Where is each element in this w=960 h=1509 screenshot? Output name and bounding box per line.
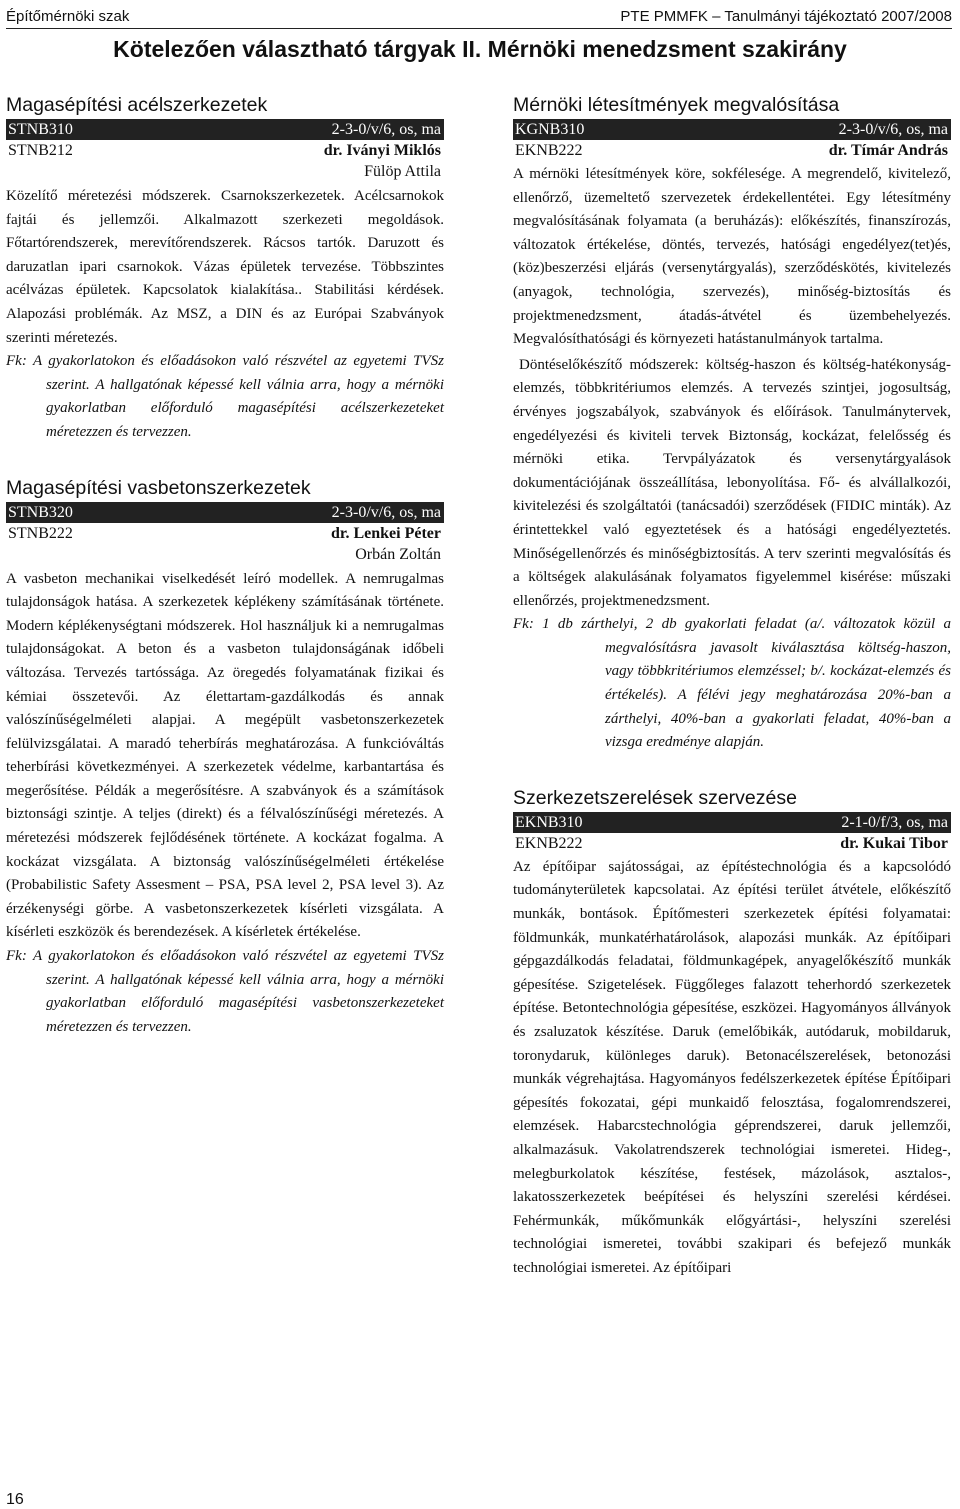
course-requirements: Fk: A gyakorlatokon és előadásokon való részvétel az egyetemi TVSz szerint. A hallgatónak képessé kell válnia arra, hogy a mérnöki gyakorlatban előforduló magasépítési vasbetonszerkezeteket méretezzen és tervezzen. [6,948,444,1035]
course-description-2: Döntéselőkészítő módszerek: költség-haszon és költség-hatékonyság-elemzés, többkritériumos elemzés. A tervezés szintjei, jogosultság, érvényes jogszabályok, szabványok és előírások. Tanulmánytervek, engedélyezési és kiviteli tervek Biztonság, kockázat, felelősség és mérnöki etika. Tervpályázatok és versenytárgyalások dokumentációjának összeállítása, lebonyolítása. Fő- és alvállalkozói, kivitelezési és szolgáltatói (tanácsadói) szerződések (FIDIC minták). Az érintettekkel való egyeztetések és a hatósági engedélyeztetés. Minőségellenőrzés és minőségbiztosítás. A terv szerinti megvalósítás és a költségek alakulásának folyamatos figyelemmel kisérése: műszaki ellenőrzés, projektmenedzsment. [513,356,951,609]
course-teacher-2: Fülöp Attila [364,163,441,180]
course-description: Az építőipar sajátosságai, az építéstechnológia és a kapcsolódó tudományterületek kapcsolatai. Az építési terület átvétele, előkészítő munkák, bontások. Építőmesteri szerkezetek építési folyamatai: földmunkák, munkatérhatárolások, alapozási munkák. Az építőipari gépgazdálkodás feladatai, földmunkagépek, anyagelőkészítő munkák gépesítése. Szigetelések. Függőleges falazott teherhordó szerkezetek építése. Betontechnológia gépesítése, eszközei. Hagyományos állványok és zsaluzatok készítése. Daruk (emelőbikák, autódaruk, mobildaruk, toronydaruk, különleges daruk). Betonacélszerelések, betonozási munkák végrehajtása. Hagyományos fedélszerkezetek építése Építőipari gépesítés fokozatai, gépi munkaidő felosztása, fogalomrendszerei, elemzések. Habarcstechnológia géprendszerei, daruk jellemzői, alkalmazásuk. Vakolatrendszerek technológiai ismeretei. Hideg-, melegburkolatok készítése, festések, mázolások, asztalos-, lakatosszerkezetek beépítései és helyszíni szerelési kérdései. Fehérmunkák, műkőmunkák előgyártási-, helyszíni szerelési technológiai ismeretei, további szakipari és befejező munkák technológiai ismeretei. Az építőipari [513,858,951,1276]
course-vasbetonszerkezetek [6,475,444,1040]
course-code-bar [6,119,444,140]
course-code-bar [6,502,444,523]
course-code: EKNB310 [515,813,583,831]
course-description: Közelítő méretezési módszerek. Csarnokszerkezetek. Acélcsarnokok fajtái és jellemzői. Alkalmazott szerkezeti megoldások. Főtartórendszerek, merevítőrendszerek. Rácsos tartók. Daruzott és daruzatlan ipari csarnokok. Vázas épületek tervezése. Többszintes acélvázas épületek. Kapcsolatok kialakítása.. Stabilitási kérdések. Alapozási problémák. Az MSZ, a DIN és az Európai Szabványok szerinti méretezés. [6,188,444,346]
course-teacher: dr. Iványi Miklós [323,142,441,159]
course-code: STNB320 [8,503,73,521]
course-code: STNB310 [8,121,73,138]
course-credits: 2-1-0/f/3, os, ma [841,813,948,831]
course-prereq-row [6,523,444,544]
course-teacher: dr. Lenkei Péter [330,524,441,542]
course-prereq: EKNB222 [515,142,583,159]
course-requirements: Fk: 1 db zárthelyi, 2 db gyakorlati feladat (a/. változatok közül a megvalósításra javasolt kiválasztása költség-haszon, vagy többkritériumos elemzéssel; b/. kockázat-elemzés és értékelés). A félévi jegy meghatározása 20%-ban a zárthelyi, 40%-ban a gyakorlati feladat, 40%-ban a vizsga eredménye alapján. [513,616,951,751]
page-title: Kötelezően választható tárgyak II. Mérnöki menedzsment szakirány [113,36,847,62]
course-code: KGNB310 [515,121,585,138]
course-requirements: Fk: A gyakorlatokon és előadásokon való részvétel az egyetemi TVSz szerint. A hallgatónak képessé kell válnia arra, hogy a mérnöki gyakorlatban előforduló magasépítési acélszerkezeteket méretezzen és tervezzen. [6,353,444,440]
course-teacher: dr. Tímár András [828,142,948,159]
header-left: Építőmérnöki szak [6,8,130,25]
course-teacher-2: Orbán Zoltán [355,545,441,563]
course-description: A vasbeton mechanikai viselkedését leíró modellek. A nemrugalmas tulajdonságok hatása. A szerkezetek képlékeny számításának története. Modern képlékenységtani módszerek. Hol használjuk ki a nemrugalmas tulajdonságokat. A beton és a vasbeton tulajdonságának időbeli változása. Tervezés tartóssága. Az öregedés folyamatának fizikai és kémiai összetevői. Az élettartam-gazdálkodás és annak valószínűségelméleti alapjai. A megépült vasbetonszerkezetek felülvizsgálatai. A maradó teherbírás meghatározása. A funkcióváltás teherbírási következményei. A szerkezetek védelme, karbantartása és megerősítése. Példák a megerősítésre. A szabványok és a számítások biztonsági szintje. A teljes (direkt) és a félvalószínűségi méretezés. A méretezési módszerek fejlődésének története. A kockázat fogalma. A kockázat vizsgálata. A biztonság valószínűségelméleti értékelése (Probabilistic Safety Assesment – PSA, PSA level 2, PSA level 3). Az érzékenységi görbe. A vasbetonszerkezetek kísérleti vizsgálata. A kísérleti eszközök és berendezések. A kísérletek értékelése. [6,570,444,941]
running-header [6,6,952,29]
course-prereq-row [6,140,444,161]
course-prereq-row [513,140,951,161]
course-title: Mérnöki létesítmények megvalósítása [513,94,840,116]
course-code-bar [513,812,951,833]
course-credits: 2-3-0/v/6, os, ma [838,121,948,138]
course-prereq: EKNB222 [515,834,583,852]
page-number: 16 [6,1491,24,1508]
course-credits: 2-3-0/v/6, os, ma [331,121,441,138]
course-prereq: STNB222 [8,524,73,542]
course-teacher: dr. Kukai Tibor [840,834,948,852]
course-credits: 2-3-0/v/6, os, ma [331,503,441,521]
course-szerkezetszerelesek [513,785,951,1281]
course-title: Magasépítési vasbetonszerkezetek [6,476,311,499]
course-code-bar [513,119,951,140]
course-prereq-row [513,833,951,854]
header-right: PTE PMMFK – Tanulmányi tájékoztató 2007/2008 [620,8,952,25]
course-title: Magasépítési acélszerkezetek [6,94,268,116]
course-prereq: STNB212 [8,142,73,159]
course-description: A mérnöki létesítmények köre, sokfélesége. A megrendelő, kivitelező, ellenőrző, üzemeltető szervezetek érdekellentétei. Egy létesítmény megvalósításának folyamata (a beruházás): előkészítés, finanszírozás, változatok értékelése, döntés, tervezés, hatósági engedélyez(tet)és, (köz)beszerzési eljárás (versenytárgyalás), szerződéskötés, kivitelezés (anyagok, technológia, szervezés), minőség-biztosítás és projektmenedzsment, átadás-átvétel és üzembehelyezés. Megvalósíthatósági és környezeti hatástanulmányok tartalma. [513,166,951,348]
course-acelszerkezetek [6,92,444,445]
right-column [513,92,951,1301]
left-column [6,92,444,1059]
course-letesitmenyek [513,92,951,755]
course-title: Szerkezetszerelések szervezése [513,786,797,809]
